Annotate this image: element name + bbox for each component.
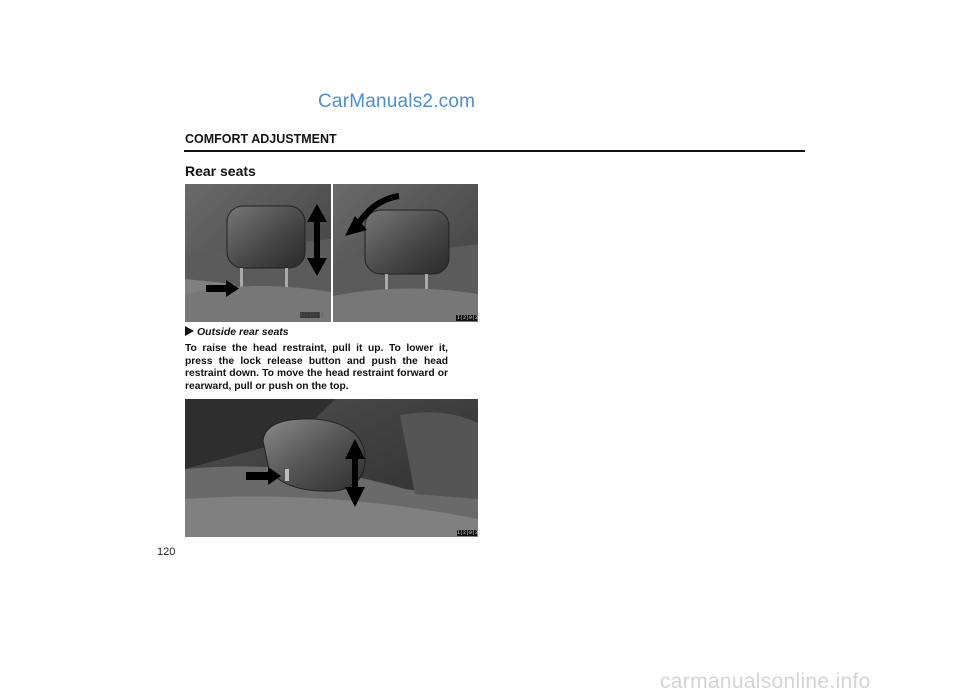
figure-code-left: I(2)9(1) bbox=[300, 312, 325, 318]
section-header: COMFORT ADJUSTMENT bbox=[185, 132, 337, 146]
photo-head-restraint-raise-lower bbox=[185, 184, 331, 322]
caption-text: Outside rear seats bbox=[197, 326, 289, 338]
watermark-carmanuals2: CarManuals2.com bbox=[318, 91, 476, 112]
instruction-text: To raise the head restraint, pull it up. To lower it, press the lock release button and push the head restraint down. To move the head restraint forward or rearward, pull or push on the top. bbox=[185, 343, 448, 392]
page-title: Rear seats bbox=[185, 163, 256, 179]
page-number: 120 bbox=[157, 546, 176, 558]
figure-caption bbox=[185, 326, 289, 338]
triangle-bullet-icon bbox=[185, 326, 194, 336]
figure-code-bottom: I(2)9(3) bbox=[457, 530, 482, 536]
photo-head-restraint-tilt bbox=[333, 184, 482, 322]
watermark-carmanualsonline: carmanualsonline.info bbox=[660, 670, 871, 693]
photo-head-restraint-side-view bbox=[185, 399, 482, 537]
header-rule bbox=[184, 150, 805, 152]
figure-code: I(2)9(2) bbox=[457, 315, 482, 321]
